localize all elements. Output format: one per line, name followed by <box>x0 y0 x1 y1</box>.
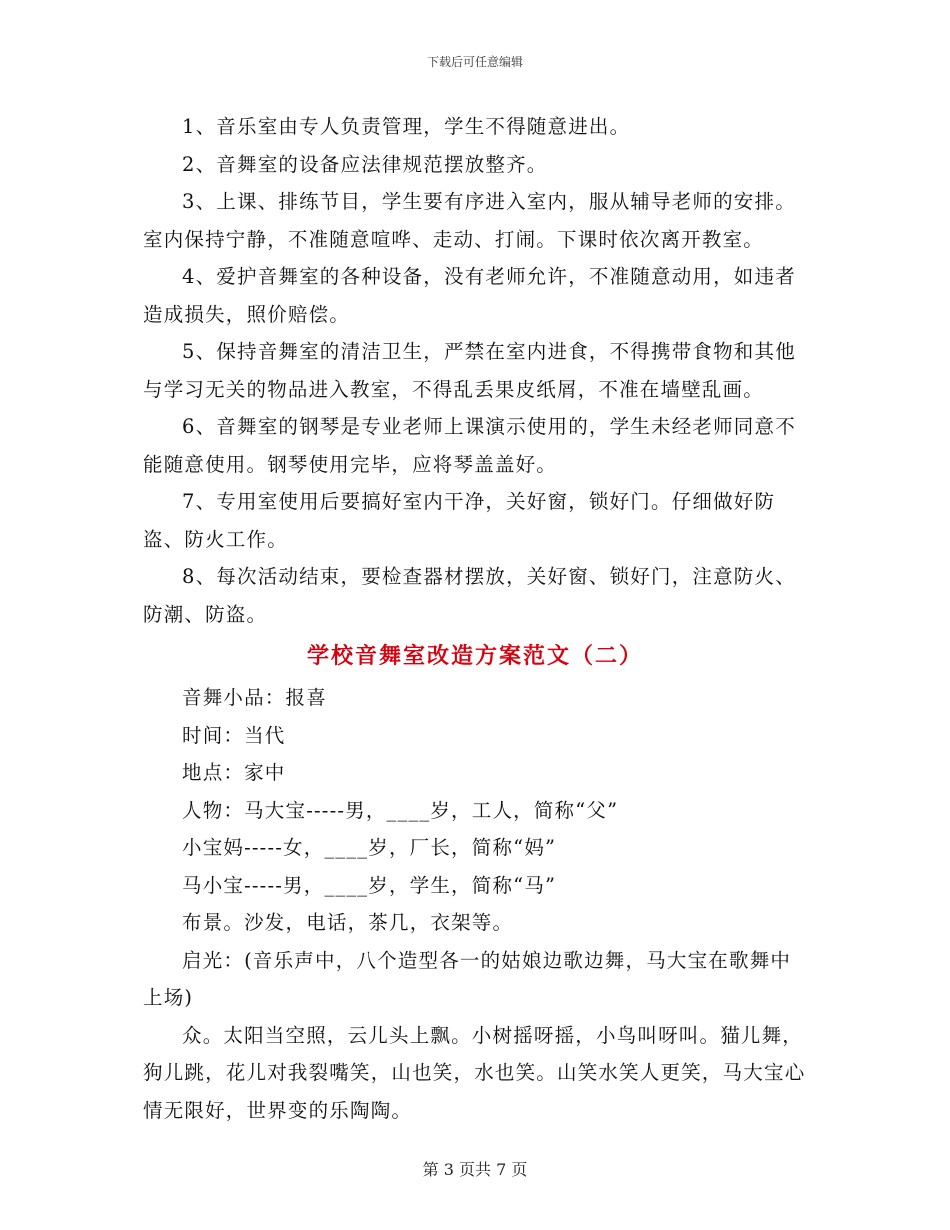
skit-opening: 启光：(音乐声中，八个造型各一的姑娘边歌边舞，马大宝在歌舞中上场) <box>143 948 792 1009</box>
rule-item-8: 8、每次活动结束，要检查器材摆放，关好窗、锁好门，注意防火、防潮、防盗。 <box>143 565 796 626</box>
skit-time: 时间：当代 <box>182 723 286 747</box>
rule-item-2: 2、音舞室的设备应法律规范摆放整齐。 <box>182 152 548 176</box>
skit-title: 音舞小品：报喜 <box>182 686 327 709</box>
document-body <box>143 108 807 1129</box>
rule-item-4: 4、爱护音舞室的各种设备，没有老师允许，不准随意动用，如违者造成损失，照价赔偿。 <box>143 265 796 326</box>
skit-cast-mother: 小宝妈-----女，____岁，厂长，简称“妈” <box>182 836 557 859</box>
skit-chorus: 众。太阳当空照，云儿头上飘。小树摇呀摇，小鸟叫呀叫。猫儿舞，狗儿跳，花儿对我裂嘴笑，山也笑，水也笑。山笑水笑人更笑，马大宝心情无限好，世界变的乐陶陶。 <box>143 1023 806 1122</box>
rule-item-7: 7、专用室使用后要搞好室内干净，关好窗，锁好门。仔细做好防盗、防火工作。 <box>143 490 776 551</box>
rule-item-3: 3、上课、排练节目，学生要有序进入室内，服从辅导老师的安排。室内保持宁静，不准随意喧哗、走动、打闹。下课时依次离开教室。 <box>143 190 796 251</box>
section-title: 学校音舞室改造方案范文（二） <box>306 643 643 669</box>
rule-item-1: 1、音乐室由专人负责管理，学生不得随意进出。 <box>182 115 631 138</box>
page-header: 下载后可任意编辑 <box>426 55 523 69</box>
skit-scenery: 布景。沙发，电话，茶几，衣架等。 <box>182 911 514 934</box>
skit-place: 地点：家中 <box>182 761 286 784</box>
rule-item-5: 5、保持音舞室的清洁卫生，严禁在室内进食，不得携带食物和其他与学习无关的物品进入教室，不得乱丢果皮纸屑，不准在墙壁乱画。 <box>143 340 796 401</box>
skit-cast-father: 人物：马大宝-----男，____岁，工人，简称“父” <box>182 798 619 822</box>
page-footer: 第 3 页共 7 页 <box>422 1160 528 1179</box>
rule-item-6: 6、音舞室的钢琴是专业老师上课演示使用的，学生未经老师同意不能随意使用。钢琴使用完毕，应将琴盖盖好。 <box>143 415 796 476</box>
skit-cast-son: 马小宝-----男，____岁，学生，简称“马” <box>182 873 557 897</box>
